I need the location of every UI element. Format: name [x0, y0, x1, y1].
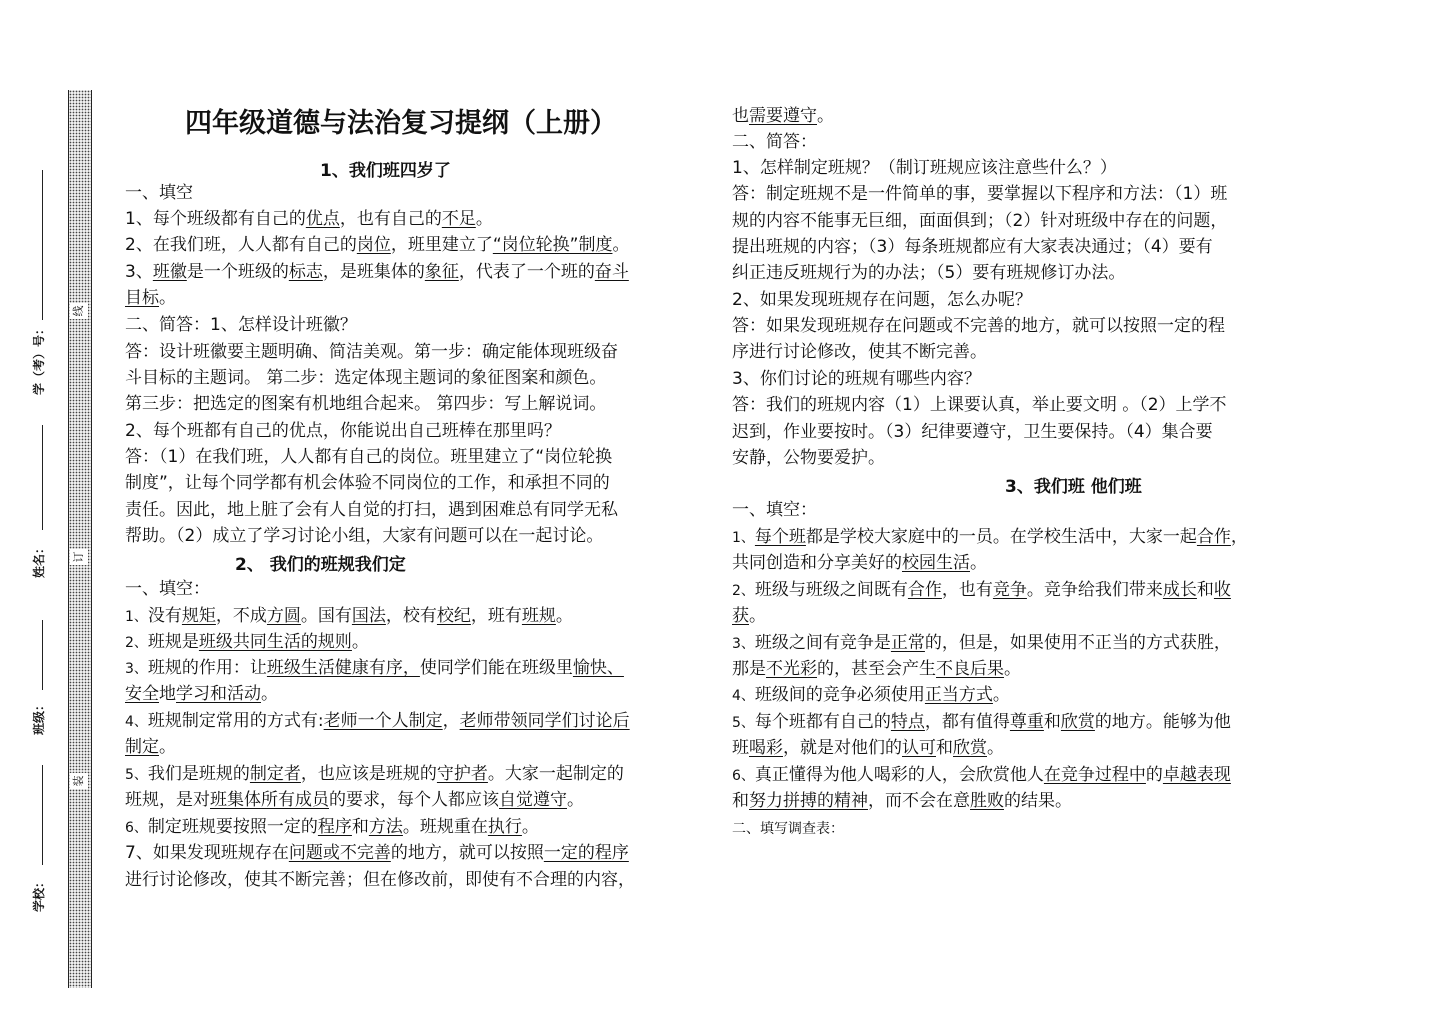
answer-line: 规的内容不能事无巨细，面面俱到；（2）针对班级中存在的问题， [732, 211, 1228, 231]
fill-item-b5-cont: 班规，是对班集体所有成员的要求，每个人都应该自觉遵守。 [125, 790, 584, 810]
fill-item-c2-cont: 获。 [732, 606, 766, 626]
fill-item-b4: 4、班规制定常用的方式有:老师一个人制定，老师带领同学们讨论后 [125, 711, 630, 731]
fill-item-b4-cont: 制定。 [125, 737, 176, 757]
answer-line: 制度”，让每个同学都有机会体验不同岗位的工作，和承担不同的 [125, 473, 610, 493]
answer-line: 纠正违反班规行为的办法；（5）要有班规修订办法。 [732, 263, 1126, 283]
field-line-class [42, 620, 43, 690]
fill-item-b3-cont: 安全地学习和活动。 [125, 684, 278, 704]
field-label-name: 姓名： [32, 541, 46, 578]
question-line: 1、怎样制定班规？（制订班规应该注意些什么？） [732, 158, 1117, 178]
fill-item-b7-cont: 进行讨论修改，使其不断完善；但在修改前，即使有不合理的内容， [125, 870, 635, 890]
fill-item-3-cont: 目标。 [125, 288, 176, 308]
fill-item-b2: 2、班规是班级共同生活的规则。 [125, 632, 369, 652]
fill-item-3: 3、班徽是一个班级的标志，是班集体的象征，代表了一个班的奋斗 [125, 262, 629, 282]
fill-item-b1: 1、没有规矩，不成方圆。国有国法，校有校纪，班有班规。 [125, 606, 573, 626]
fill-item-c3: 3、班级之间有竞争是正常的，但是，如果使用不正当的方式获胜， [732, 633, 1231, 653]
answer-line: 迟到，作业要按时。（3）纪律要遵守，卫生要保持。（4）集合要 [732, 422, 1213, 442]
answer-line: 答：如果发现班规存在问题或不完善的地方，就可以按照一定的程 [732, 316, 1225, 336]
answer-line: 序进行讨论修改，使其不断完善。 [732, 342, 987, 362]
answer-line: 提出班规的内容；（3）每条班规都应有大家表决通过；（4）要有 [732, 237, 1213, 257]
question-line: 2、如果发现班规存在问题，怎么办呢？ [732, 290, 1032, 310]
fill-heading: 一、填空 [125, 183, 193, 203]
question-line: 3、你们讨论的班规有哪些内容？ [732, 369, 981, 389]
fill-heading: 一、填空： [125, 579, 210, 599]
answer-line: 答：制定班规不是一件简单的事，要掌握以下程序和方法：（1）班 [732, 184, 1228, 204]
fill-item-c5-cont: 班喝彩，就是对他们的认可和欣赏。 [732, 738, 1004, 758]
fill-item-c2: 2、班级与班级之间既有合作，也有竞争。竞争给我们带来成长和收 [732, 580, 1231, 600]
answer-line: 答：（1）在我们班，人人都有自己的岗位。班里建立了“岗位轮换 [125, 447, 613, 467]
section-2-title: 2、 我们的班规我们定 [235, 555, 406, 575]
fill-item-c5: 5、每个班都有自己的特点，都有值得尊重和欣赏的地方。能够为他 [732, 712, 1231, 732]
fill-item-c3-cont: 那是不光彩的，甚至会产生不良后果。 [732, 659, 1021, 679]
answer-line: 斗目标的主题词。 第二步：选定体现主题词的象征图案和颜色。 [125, 368, 607, 388]
fill-item-c6: 6、真正懂得为他人喝彩的人，会欣赏他人在竞争过程中的卓越表现 [732, 765, 1231, 785]
field-label-student-id: 学（考）号： [32, 322, 46, 395]
answer-line: 答：设计班徽要主题明确、简洁美观。第一步：确定能体现班级奋 [125, 342, 618, 362]
fill-item-c1-cont: 共同创造和分享美好的校园生活。 [732, 553, 987, 573]
fill-item-c1: 1、每个班都是学校大家庭中的一员。在学校生活中，大家一起合作， [732, 527, 1248, 547]
fill-item-b7: 7、如果发现班规存在问题或不完善的地方，就可以按照一定的程序 [125, 843, 629, 863]
field-label-class: 班级： [32, 698, 46, 735]
field-label-school: 学校： [32, 875, 46, 912]
section-3-title: 3、我们班 他们班 [1005, 477, 1142, 497]
fill-item-b6: 6、制定班规要按照一定的程序和方法。班规重在执行。 [125, 817, 539, 837]
document-title: 四年级道德与法治复习提纲（上册） [185, 108, 617, 139]
fill-item-2: 2、在我们班，人人都有自己的岗位，班里建立了“岗位轮换”制度。 [125, 235, 630, 255]
answer-line: 帮助。（2）成立了学习讨论小组，大家有问题可以在一起讨论。 [125, 526, 604, 546]
short-answer-heading: 二、简答：1、怎样设计班徽？ [125, 315, 357, 335]
question-line: 2、每个班都有自己的优点，你能说出自己班棒在那里吗？ [125, 421, 561, 441]
fill-item-c6-cont: 和努力拼搏的精神，而不会在意胜败的结果。 [732, 791, 1072, 811]
fill-item-c4: 4、班级间的竞争必须使用正当方式。 [732, 685, 1010, 705]
field-line-student-id [42, 170, 43, 320]
binding-strip [68, 90, 92, 988]
survey-table-heading: 二、填写调查表： [732, 821, 844, 837]
answer-line: 责任。因此，地上脏了会有人自觉的打扫，遇到困难总有同学无私 [125, 500, 618, 520]
field-line-name [42, 425, 43, 530]
binding-char-zhuang: 装 [70, 773, 88, 789]
continued-line: 也需要遵守。 [732, 106, 834, 126]
binding-char-ding: 订 [70, 549, 88, 565]
fill-item-b5: 5、我们是班规的制定者，也应该是班规的守护者。大家一起制定的 [125, 764, 624, 784]
fill-item-1: 1、每个班级都有自己的优点，也有自己的不足。 [125, 209, 493, 229]
fill-item-b3: 3、班规的作用：让班级生活健康有序，使同学们能在班级里愉快、 [125, 658, 624, 678]
field-line-school [42, 765, 43, 865]
section-1-title: 1、我们班四岁了 [320, 161, 451, 181]
answer-line: 第三步：把选定的图案有机地组合起来。 第四步：写上解说词。 [125, 394, 607, 414]
answer-line: 安静，公物要爱护。 [732, 448, 885, 468]
short-answer-heading: 二、简答： [732, 132, 817, 152]
fill-heading: 一、填空： [732, 500, 817, 520]
binding-char-xian: 线 [70, 303, 88, 319]
answer-line: 答：我们的班规内容（1）上课要认真，举止要文明 。（2）上学不 [732, 395, 1227, 415]
